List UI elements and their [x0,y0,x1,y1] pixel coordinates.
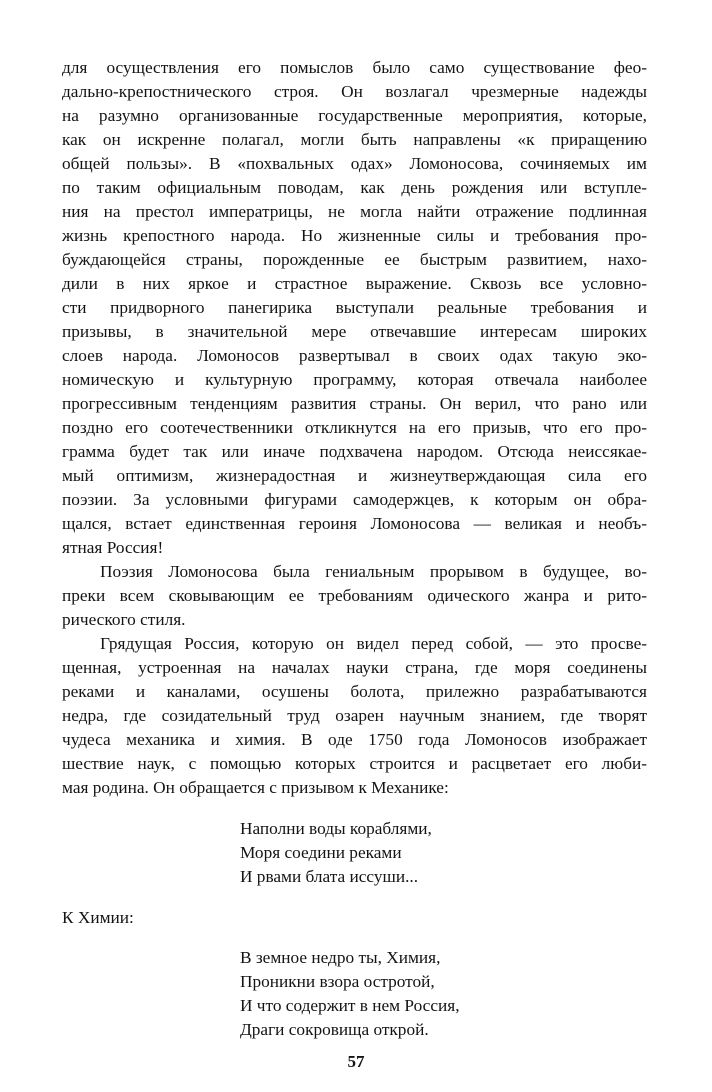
text-line: щался, встает единственная героиня Ломоносова — великая и необъ- [62,514,647,533]
text-line: сти придворного панегирика выступали реальные требования и [62,298,647,317]
text-line: ятная Россия! [62,538,164,557]
text-line: номическую и культурную программу, которая отвечала наиболее [62,370,647,389]
text-line: грамма будет так или иначе подхвачена народом. Отсюда неиссякае- [62,442,647,461]
text-line: жизнь крепостного народа. Но жизненные силы и требования про- [62,226,647,245]
text-line: общей пользы». В «похвальных одах» Ломоносова, сочиняемых им [62,154,647,173]
text-line: Грядущая Россия, которую он видел перед собой, — это просве- [100,634,647,653]
text-line: рического стиля. [62,610,186,629]
verse-line: Проникни взора остротой, [240,972,435,991]
text-line: преки всем сковывающим ее требованиям одического жанра и рито- [62,586,647,605]
text-line: для осуществления его помыслов было само существование фео- [62,58,647,77]
text-line: Поэзия Ломоносова была гениальным прорывом в будущее, во- [100,562,647,581]
text-line: буждающейся страны, порожденные ее быстрым развитием, нахо- [62,250,647,269]
text-line: мый оптимизм, жизнерадостная и жизнеутверждающая сила его [62,466,647,485]
text-line: по таким официальным поводам, как день рождения или вступле- [62,178,647,197]
text-line: поздно его соотечественники откликнутся на его призыв, что его про- [62,418,647,437]
text-line: дально-крепостнического строя. Он возлагал чрезмерные надежды [62,82,647,101]
text-line: слоев народа. Ломоносов развертывал в своих одах такую эко- [62,346,647,365]
text-line: поэзии. За условными фигурами самодержцев, к которым он обра- [62,490,647,509]
text-line: дили в них яркое и страстное выражение. Сквозь все условно- [62,274,647,293]
text-line: ния на престол императрицы, не могла найти отражение подлинная [62,202,647,221]
text-line: на разумно организованные государственные мероприятия, которые, [62,106,647,125]
verse-line: И рвами блата иссуши... [240,867,419,886]
text-line: щенная, устроенная на началах науки страна, где моря соединены [62,658,647,677]
verse-line: И что содержит в нем Россия, [240,996,460,1015]
text-line: недра, где созидательный труд озарен научным знанием, где творят [62,706,647,725]
verse-line: Драги сокровища открой. [240,1020,429,1039]
to-chemistry-label: К Химии: [62,908,134,927]
text-line: реками и каналами, осушены болота, прилежно разрабатываются [62,682,647,701]
verse-line: Наполни воды кораблями, [240,819,432,838]
text-line: как он искренне полагал, могли быть направлены «к приращению [62,130,647,149]
page-number: 57 [347,1052,365,1071]
text-line: мая родина. Он обращается с призывом к Механике: [62,778,449,797]
text-line: чудеса механика и химия. В оде 1750 года Ломоносов изображает [62,730,647,749]
verse-line: Моря соедини реками [240,843,402,862]
verse-line: В земное недро ты, Химия, [240,948,441,967]
text-line: призывы, в значительной мере отвечавшие интересам широких [62,322,647,341]
text-line: шествие наук, с помощью которых строится и расцветает его люби- [62,754,647,773]
text-line: прогрессивным тенденциям развития страны. Он верил, что рано или [62,394,647,413]
